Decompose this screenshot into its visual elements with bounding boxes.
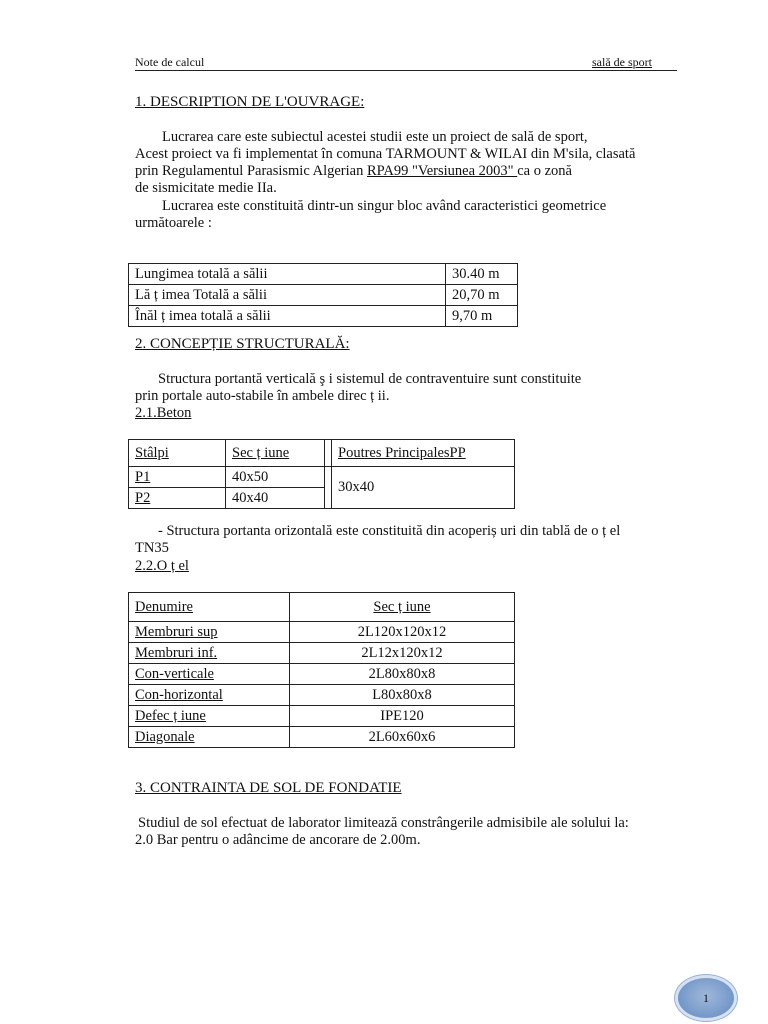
otel-sec: IPE120 (290, 706, 515, 727)
otel-sec: 2L120x120x12 (290, 622, 515, 643)
table-row (129, 264, 518, 285)
otel-name: Con-verticale (129, 664, 290, 685)
table-row (129, 593, 515, 622)
otel-table (128, 592, 515, 748)
dim-label: Lă ț imea Totală a sălii (129, 285, 446, 306)
otel-sec: 2L80x80x8 (290, 664, 515, 685)
table-row (129, 706, 515, 727)
s1-line-4: de sismicitate medie IIa. (135, 180, 277, 196)
s2-line-1: Structura portantă verticală ş i sistemul de contraventuire sunt constituite (158, 371, 582, 387)
dim-label: Lungimea totală a sălii (129, 264, 446, 285)
s1-line-2: Acest proiect va fi implementat în comuna TARMOUNT & WILAI din M'sila, clasată (135, 146, 636, 162)
subsection-otel: 2.2.O ț el (135, 558, 189, 574)
table-row (129, 622, 515, 643)
otel-col-denumire: Denumire (129, 593, 290, 622)
dim-value: 30.40 m (446, 264, 518, 285)
dim-value: 20,70 m (446, 285, 518, 306)
s1-line-3 (135, 163, 705, 180)
beton-p1-sec: 40x50 (226, 467, 325, 488)
otel-col-sectiune: Sec ț iune (290, 593, 515, 622)
page-header (135, 55, 677, 71)
section1-title: 1. DESCRIPTION DE L'OUVRAGE: (135, 94, 365, 110)
section3-title: 3. CONTRAINTA DE SOL DE FONDATIE (135, 780, 402, 796)
s2-line-3: - Structura portanta orizontală este constituită din acoperiș uri din tablă de o ț el (158, 523, 621, 539)
otel-name: Defec ț iune (129, 706, 290, 727)
table-row (129, 467, 515, 488)
otel-name: Membruri sup (129, 622, 290, 643)
otel-name: Membruri inf. (129, 643, 290, 664)
beton-col-sectiune: Sec ț iune (226, 440, 325, 467)
s1-line-5: Lucrarea este constituită dintr-un singur bloc având caracteristici geometrice (162, 198, 607, 214)
table-row (129, 285, 518, 306)
page-number-badge (678, 978, 734, 1018)
dim-value: 9,70 m (446, 306, 518, 327)
table-row (129, 727, 515, 748)
header-right: sală de sport (592, 55, 652, 69)
s1-line-1: Lucrarea care este subiectul acestei studii este un proiect de sală de sport, (162, 129, 588, 145)
page-number: 1 (703, 990, 709, 1005)
otel-name: Diagonale (129, 727, 290, 748)
s3-line-2: 2.0 Bar pentru o adâncime de ancorare de 2.00m. (135, 832, 421, 848)
beton-table (128, 439, 515, 509)
dimensions-table (128, 263, 518, 327)
beton-gap (325, 440, 332, 467)
s1-line-6: următoarele : (135, 215, 212, 231)
header-left: Note de calcul (135, 55, 205, 69)
otel-sec: 2L60x60x6 (290, 727, 515, 748)
otel-name: Con-horizontal (129, 685, 290, 706)
s1-line-3a: prin Regulamentul Parasismic Algerian (135, 163, 367, 179)
beton-col-pp: Poutres PrincipalesPP (332, 440, 515, 467)
table-row (129, 664, 515, 685)
dim-label: Înăl ț imea totală a sălii (129, 306, 446, 327)
s3-line-1: Studiul de sol efectuat de laborator limitează constrângerile admisibile ale solului la: (138, 815, 629, 831)
otel-sec: L80x80x8 (290, 685, 515, 706)
s2-line-2: prin portale auto-stabile în ambele direc ț ii. (135, 388, 390, 404)
table-row (129, 440, 515, 467)
beton-pp-value: 30x40 (332, 467, 515, 509)
table-row (129, 306, 518, 327)
beton-p2: P2 (129, 488, 226, 509)
s1-line-3c: ca o zonă (517, 163, 572, 179)
beton-p1: P1 (129, 467, 226, 488)
otel-sec: 2L12x120x12 (290, 643, 515, 664)
subsection-beton: 2.1.Beton (135, 405, 192, 421)
beton-col-stalpi: Stâlpi (129, 440, 226, 467)
beton-gap (325, 467, 332, 509)
s2-line-4: TN35 (135, 540, 169, 556)
beton-p2-sec: 40x40 (226, 488, 325, 509)
table-row (129, 685, 515, 706)
rpa-reference: RPA99 "Versiunea 2003" (366, 163, 518, 179)
table-row (129, 643, 515, 664)
section2-title: 2. CONCEPȚIE STRUCTURALĂ: (135, 336, 350, 352)
